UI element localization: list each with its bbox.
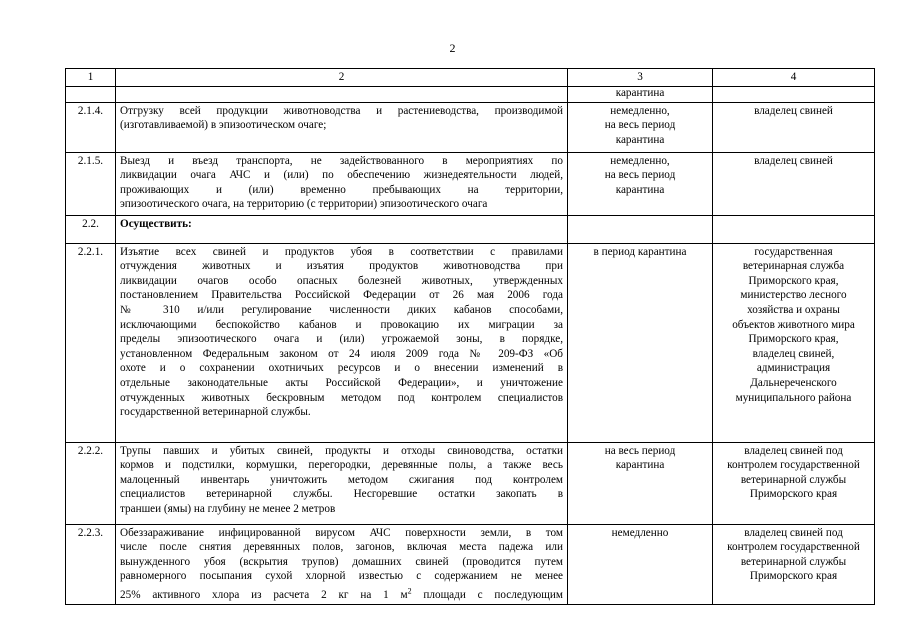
text-line: числе после снятия деревянных полов, загонов, включая места падежа или [120,541,563,554]
row-number [66,86,116,102]
text-line: вынужденного убоя (вскрытия трупов) домашних свиней (проводится путем [120,555,563,568]
row-responsible [713,152,875,215]
text-line: траншеи (ямы) на глубину не менее 2 метров [120,502,336,515]
row-term [568,442,713,524]
row-term [568,215,713,243]
responsible-line: Дальнереченского [750,376,837,389]
row-term [568,243,713,442]
text-line: отчужденных животных бескровным методом под контролем специалистов [120,391,563,404]
text-line: исключающими беспокойство кабанов и провокацию их миграции за [120,318,563,331]
row-responsible [713,442,875,524]
responsible-line: ветеринарная служба [742,260,845,273]
responsible-line: владелец свиней под [744,444,843,457]
responsible-line: владелец свиней под [744,526,843,539]
text-line: малоценный инвентарь уничтожить методом сжигания под контролем [120,473,563,486]
text-line: Выезд и въезд транспорта, не задействованного в мероприятиях по [120,154,563,167]
responsible-line: Приморского края [749,488,838,501]
responsible-line: владелец свиней, [752,347,835,360]
measures-table [65,68,875,605]
table-row-2-2 [66,215,875,243]
term-line: на весь период [604,119,676,132]
row-number: 2.2. [66,215,116,243]
text-line: Изъятие всех свиней и продуктов убоя в соответствии с правилами [120,245,563,258]
row-text [116,86,568,102]
text-line: пределы эпизоотического очага и (или) угрожаемой зоны, в порядке, [120,333,563,346]
term-line: в период карантина [593,245,687,258]
row-term [568,102,713,152]
term-line: немедленно [611,526,669,539]
row-term [568,152,713,215]
text-line: проживающих и (или) временно пребывающих на территории, [120,183,563,196]
responsible-line: объектов животного мира [732,318,855,331]
responsible-line: администрация [756,362,831,375]
row-text: Осуществить: [116,215,568,243]
row-responsible [713,524,875,604]
responsible-line: Приморского края [749,570,838,583]
row-term [568,86,713,102]
row-number: 2.2.3. [66,524,116,604]
row-number: 2.2.2. [66,442,116,524]
superscript: 2 [407,586,412,596]
responsible-line: муниципального района [735,391,852,404]
row-text [116,442,568,524]
text-line: № 310 и/или регулирование численности диких кабанов способами, [120,303,563,316]
row-text [116,102,568,152]
text-line: отдельные законодательные акты Российской Федерации», и уничтожение [120,376,563,389]
text-fragment: 25% активного хлора из расчета 2 кг на 1 м [120,588,408,601]
header-col-3: 3 [568,69,713,87]
responsible-line: государственная [754,245,833,258]
term-line: немедленно, [610,154,670,167]
text-line: кормов и подстилки, кормушки, перегородки, деревянные полы, а также весь [120,459,563,472]
text-fragment: площади с последующим [411,588,563,601]
text-line: отчуждения животных и изъятия продуктов животноводства при [120,260,563,273]
row-responsible [713,215,875,243]
row-responsible [713,86,875,102]
row-responsible [713,102,875,152]
term-line: карантина [615,86,665,99]
table-row-2-2-3 [66,524,875,604]
responsible-line: ветеринарной службы [740,555,847,568]
responsible-line: хозяйства и охраны [747,303,840,316]
table-row-2-1-5 [66,152,875,215]
term-line: карантина [615,133,665,146]
row-term [568,524,713,604]
row-responsible [713,243,875,442]
text-line: Обеззараживание инфицированной вирусом АЧС поверхности земли, в том [120,526,563,539]
row-text [116,243,568,442]
term-line: немедленно, [610,104,670,117]
text-line-with-superscript [120,588,563,603]
responsible-line: контролем государственной [727,541,860,554]
text-line: постановлением Правительства Российской Федерации от 26 мая 2006 года [120,289,563,302]
term-line: карантина [615,183,665,196]
text-line: специалистов ветеринарной службы. Несгоревшие остатки закопать в [120,488,563,501]
term-line: на весь период [604,169,676,182]
text-line: (изготавливаемой) в эпизоотическом очаге; [120,119,327,132]
text-line: государственной ветеринарной службы. [120,406,311,419]
table-header-row [66,69,875,87]
text-line: охоте и о сохранении охотничьих ресурсов и о внесении изменений в [120,362,563,375]
text-line: Отгрузку всей продукции животноводства и растениеводства, производимой [120,104,563,117]
text-line: ликвидации очага АЧС и (или) по обеспечению жизнедеятельности людей, [120,169,563,182]
responsible-line: Приморского края, [748,333,839,346]
row-number: 2.1.4. [66,102,116,152]
term-line: на весь период [604,444,676,457]
row-text [116,524,568,604]
table-row-continuation [66,86,875,102]
text-line: эпизоотического очага, на территорию (с территории) эпизоотического очага [120,198,488,211]
responsible-line: владелец свиней [754,154,833,167]
row-number: 2.2.1. [66,243,116,442]
page-number: 2 [449,41,456,55]
text-line: установленном Федеральным законом от 24 июля 2009 года № 209-ФЗ «Об [120,347,563,360]
responsible-line: министерство лесного [740,289,847,302]
table-row-2-2-2 [66,442,875,524]
table-row-2-1-4 [66,102,875,152]
term-line: карантина [615,459,665,472]
text-line: Трупы павших и убитых свиней, продукты и отходы свиноводства, остатки [120,444,563,457]
responsible-line: ветеринарной службы [740,473,847,486]
header-col-4: 4 [713,69,875,87]
row-text [116,152,568,215]
row-number: 2.1.5. [66,152,116,215]
header-col-1: 1 [66,69,116,87]
responsible-line: владелец свиней [754,104,833,117]
text-line: ликвидации очагов особо опасных болезней животных, утвержденных [120,274,563,287]
text-line: равномерного посыпания сухой хлорной известью с содержанием не менее [120,570,563,583]
header-col-2: 2 [116,69,568,87]
table-row-2-2-1 [66,243,875,442]
responsible-line: контролем государственной [727,459,860,472]
responsible-line: Приморского края, [748,274,839,287]
